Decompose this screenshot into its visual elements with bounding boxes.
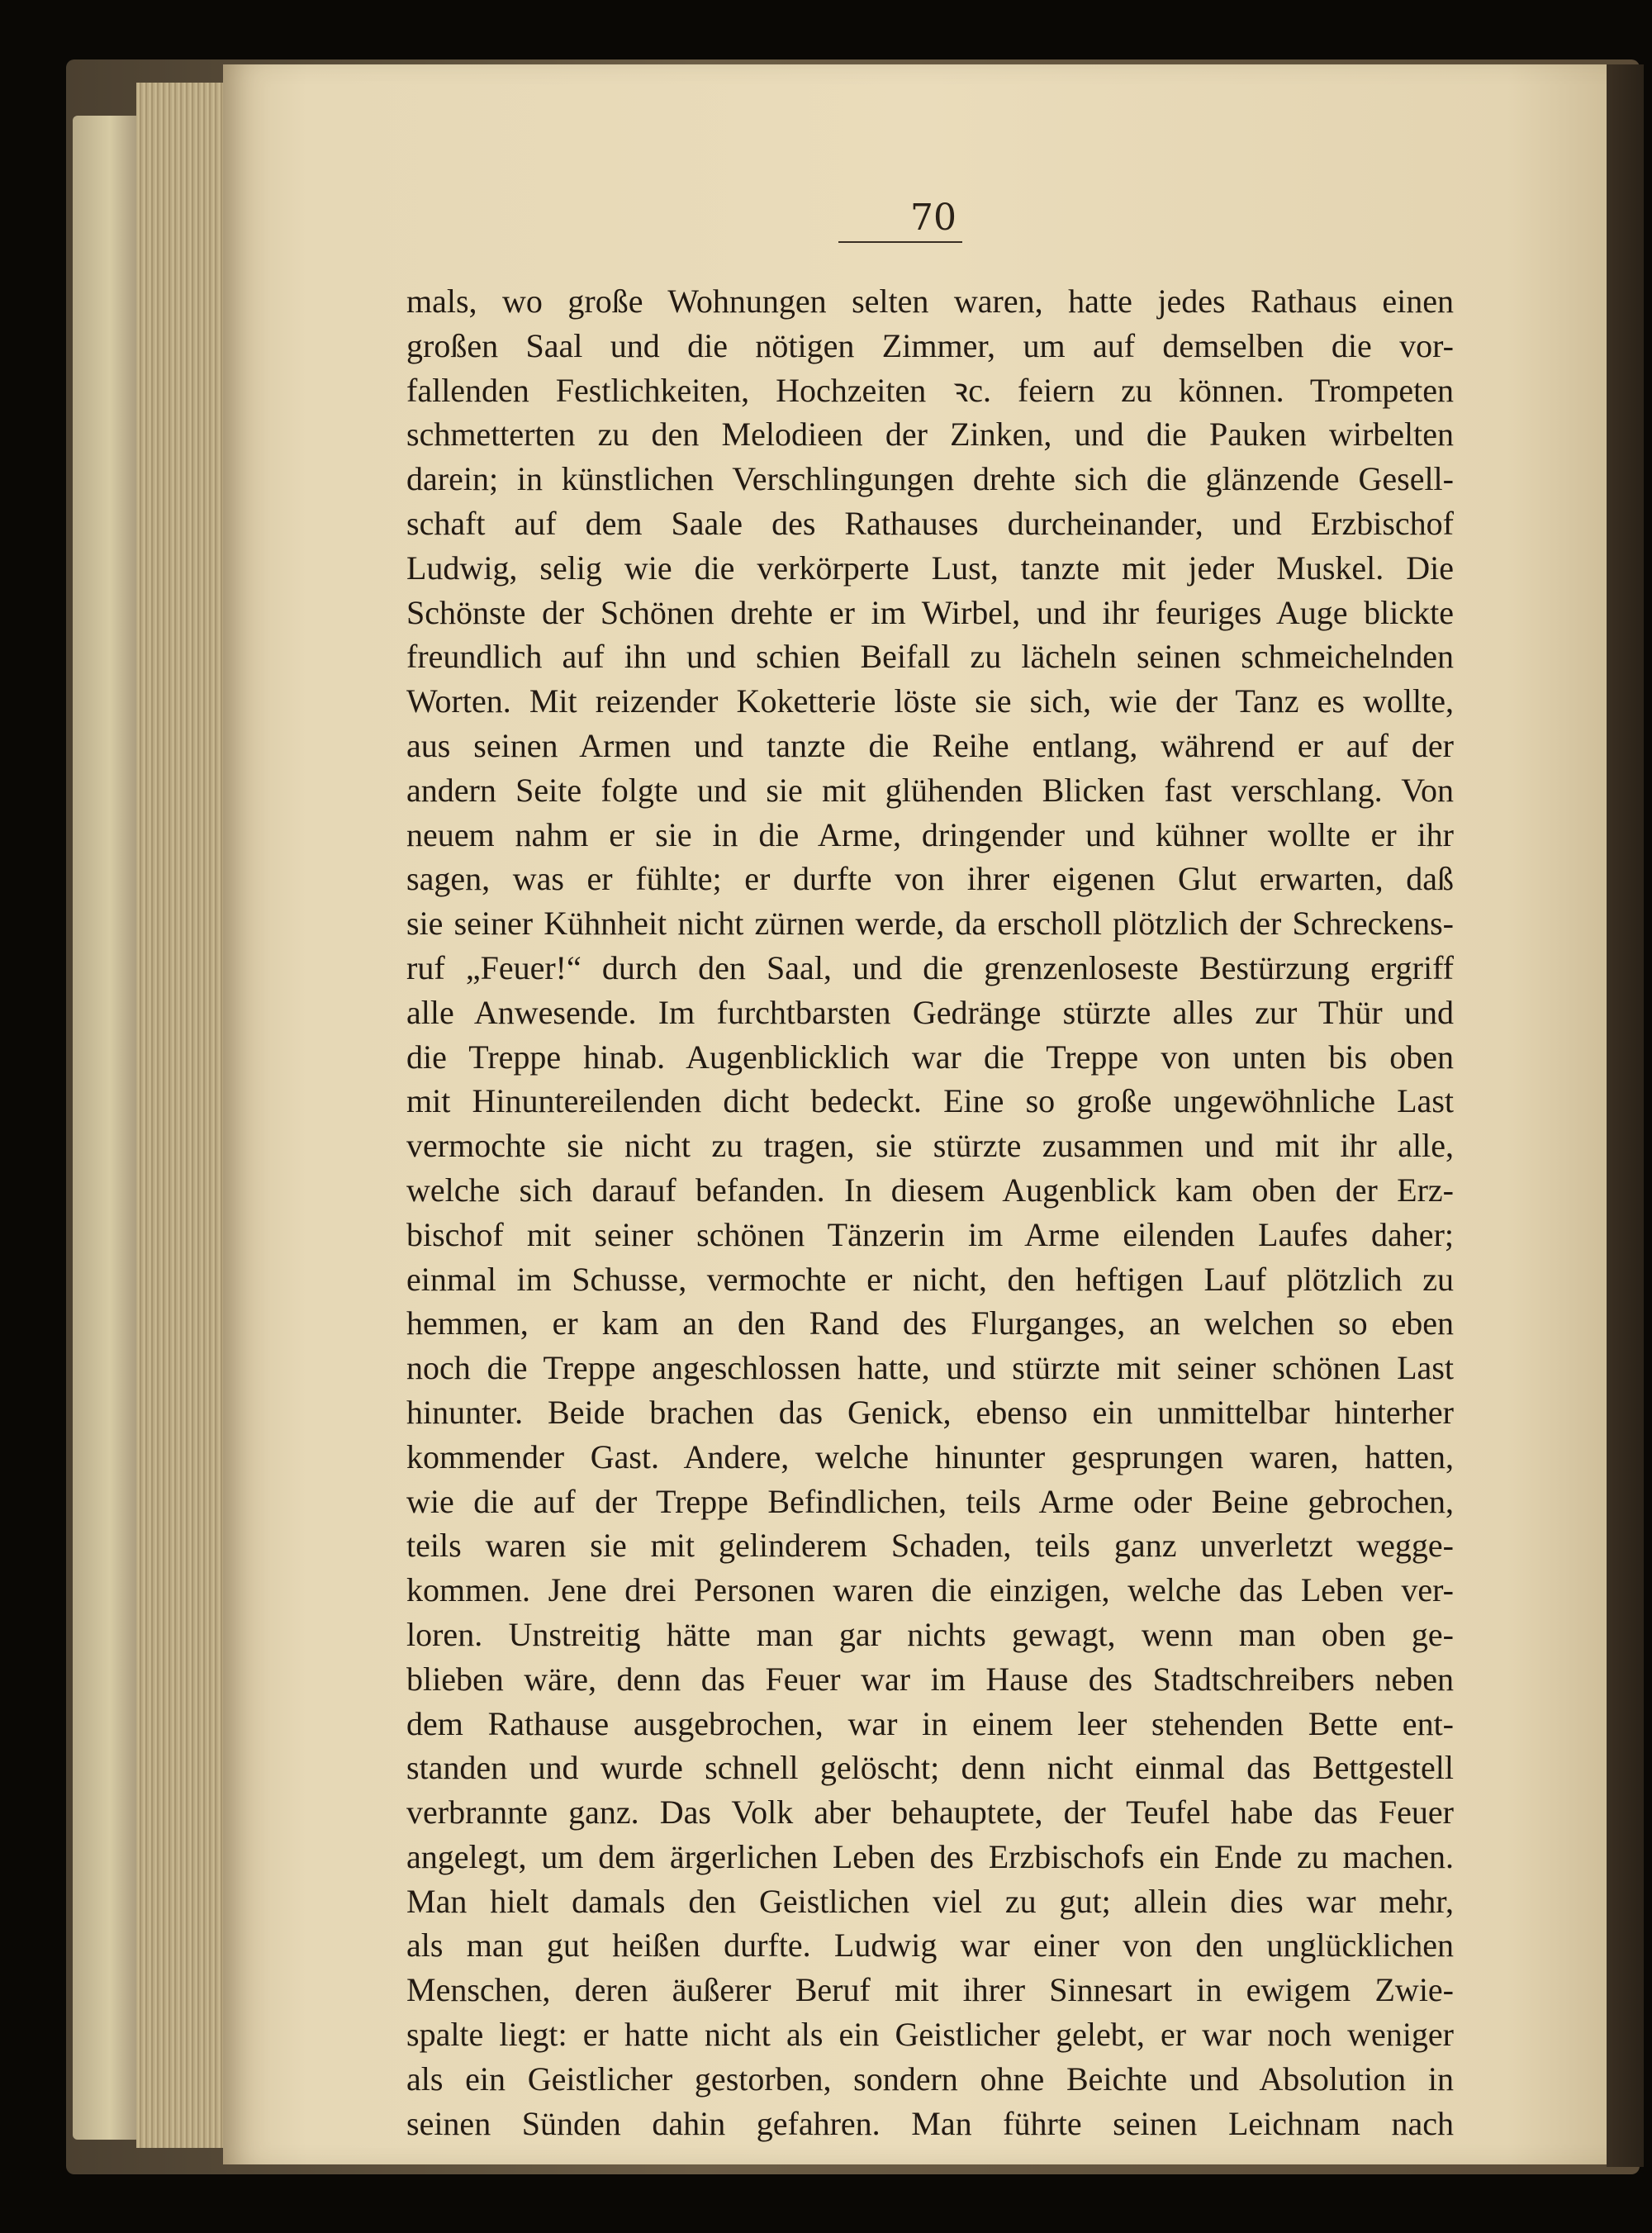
text-line: angelegt, um dem ärgerlichen Leben des Erzbischofs ein Ende zu machen. bbox=[406, 1837, 1454, 1875]
text-line: teils waren sie mit gelinderem Schaden, teils ganz unverletzt wegge- bbox=[406, 1527, 1454, 1565]
text-line: Ludwig, selig wie die verkörperte Lust, tanzte mit jeder Muskel. Die bbox=[406, 549, 1454, 587]
cover-inner-board bbox=[73, 116, 140, 2140]
text-line: kommen. Jene drei Personen waren die einzigen, welche das Leben ver- bbox=[406, 1571, 1454, 1609]
text-line: kommender Gast. Andere, welche hinunter gesprungen waren, hatten, bbox=[406, 1437, 1454, 1475]
text-line: großen Saal und die nötigen Zimmer, um auf demselben die vor- bbox=[406, 326, 1454, 364]
page-number-rule bbox=[838, 241, 962, 243]
text-line: welche sich darauf befanden. In diesem Augenblick kam oben der Erz- bbox=[406, 1171, 1454, 1209]
text-line: bischof mit seiner schönen Tänzerin im Arme eilenden Laufes daher; bbox=[406, 1215, 1454, 1253]
text-line: freundlich auf ihn und schien Beifall zu lächeln seinen schmeichelnden bbox=[406, 638, 1454, 676]
text-line: hemmen, er kam an den Rand des Flurganges, an welchen so eben bbox=[406, 1304, 1454, 1342]
text-line: als man gut heißen durfte. Ludwig war einer von den unglücklichen bbox=[406, 1927, 1454, 1965]
text-line: schaft auf dem Saale des Rathauses durcheinander, und Erzbischof bbox=[406, 504, 1454, 542]
text-line: als ein Geistlicher gestorben, sondern ohne Beichte und Absolution in bbox=[406, 2060, 1454, 2098]
text-line: vermochte sie nicht zu tragen, sie stürzte zusammen und mit ihr alle, bbox=[406, 1127, 1454, 1165]
text-line: Man hielt damals den Geistlichen viel zu gut; allein dies war mehr, bbox=[406, 1882, 1454, 1920]
text-line: loren. Unstreitig hätte man gar nichts gewagt, wenn man oben ge- bbox=[406, 1615, 1454, 1653]
text-line: mit Hinuntereilenden dicht bedeckt. Eine so große ungewöhnliche Last bbox=[406, 1082, 1454, 1120]
text-line: einmal im Schusse, vermochte er nicht, den heftigen Lauf plötzlich zu bbox=[406, 1260, 1454, 1298]
text-line: spalte liegt: er hatte nicht als ein Geistlicher gelebt, er war noch weniger bbox=[406, 2016, 1454, 2054]
right-edge-shadow bbox=[1607, 64, 1644, 2167]
text-line: wie die auf der Treppe Befindlichen, teils Arme oder Beine gebrochen, bbox=[406, 1482, 1454, 1520]
text-line: hinunter. Beide brachen das Genick, ebenso ein unmittelbar hinterher bbox=[406, 1393, 1454, 1431]
text-line: Worten. Mit reizender Koketterie löste sie sich, wie der Tanz es wollte, bbox=[406, 682, 1454, 720]
body-text bbox=[406, 279, 1454, 2145]
text-line: sie seiner Kühnheit nicht zürnen werde, da erscholl plötzlich der Schreckens- bbox=[406, 905, 1454, 943]
text-line: seinen Sünden dahin gefahren. Man führte seinen Leichnam nach bbox=[406, 2104, 1454, 2142]
text-line: fallenden Festlichkeiten, Hochzeiten ꝛc. feiern zu können. Trompeten bbox=[406, 371, 1454, 409]
text-line: dem Rathause ausgebrochen, war in einem leer stehenden Bette ent- bbox=[406, 1704, 1454, 1742]
text-line: die Treppe hinab. Augenblicklich war die Treppe von unten bis oben bbox=[406, 1038, 1454, 1076]
text-line: alle Anwesende. Im furchtbarsten Gedränge stürzte alles zur Thür und bbox=[406, 993, 1454, 1031]
text-line: Schönste der Schönen drehte er im Wirbel, und ihr feuriges Auge blickte bbox=[406, 593, 1454, 631]
text-line: darein; in künstlichen Verschlingungen drehte sich die glänzende Gesell- bbox=[406, 460, 1454, 498]
text-line: aus seinen Armen und tanzte die Reihe entlang, während er auf der bbox=[406, 726, 1454, 764]
text-line: standen und wurde schnell gelöscht; denn nicht einmal das Bettgestell bbox=[406, 1749, 1454, 1787]
page-number: 70 bbox=[910, 197, 957, 239]
text-line: ruf „Feuer!“ durch den Saal, und die grenzenloseste Bestürzung ergriff bbox=[406, 948, 1454, 986]
text-line: schmetterten zu den Melodieen der Zinken, und die Pauken wirbelten bbox=[406, 416, 1454, 454]
text-line: noch die Treppe angeschlossen hatte, und stürzte mit seiner schönen Last bbox=[406, 1349, 1454, 1387]
text-line: neuem nahm er sie in die Arme, dringender und kühner wollte er ihr bbox=[406, 815, 1454, 853]
text-line: mals, wo große Wohnungen selten waren, hatte jedes Rathaus einen bbox=[406, 283, 1454, 320]
text-line: verbrannte ganz. Das Volk aber behauptete, der Teufel habe das Feuer bbox=[406, 1794, 1454, 1832]
page-edges bbox=[136, 83, 227, 2148]
text-line: blieben wäre, denn das Feuer war im Hause des Stadtschreibers neben bbox=[406, 1660, 1454, 1698]
text-line: andern Seite folgte und sie mit glühenden Blicken fast verschlang. Von bbox=[406, 771, 1454, 809]
text-line: Menschen, deren äußerer Beruf mit ihrer Sinnesart in ewigem Zwie- bbox=[406, 1971, 1454, 2009]
text-line: sagen, was er fühlte; er durfte von ihrer eigenen Glut erwarten, daß bbox=[406, 860, 1454, 898]
